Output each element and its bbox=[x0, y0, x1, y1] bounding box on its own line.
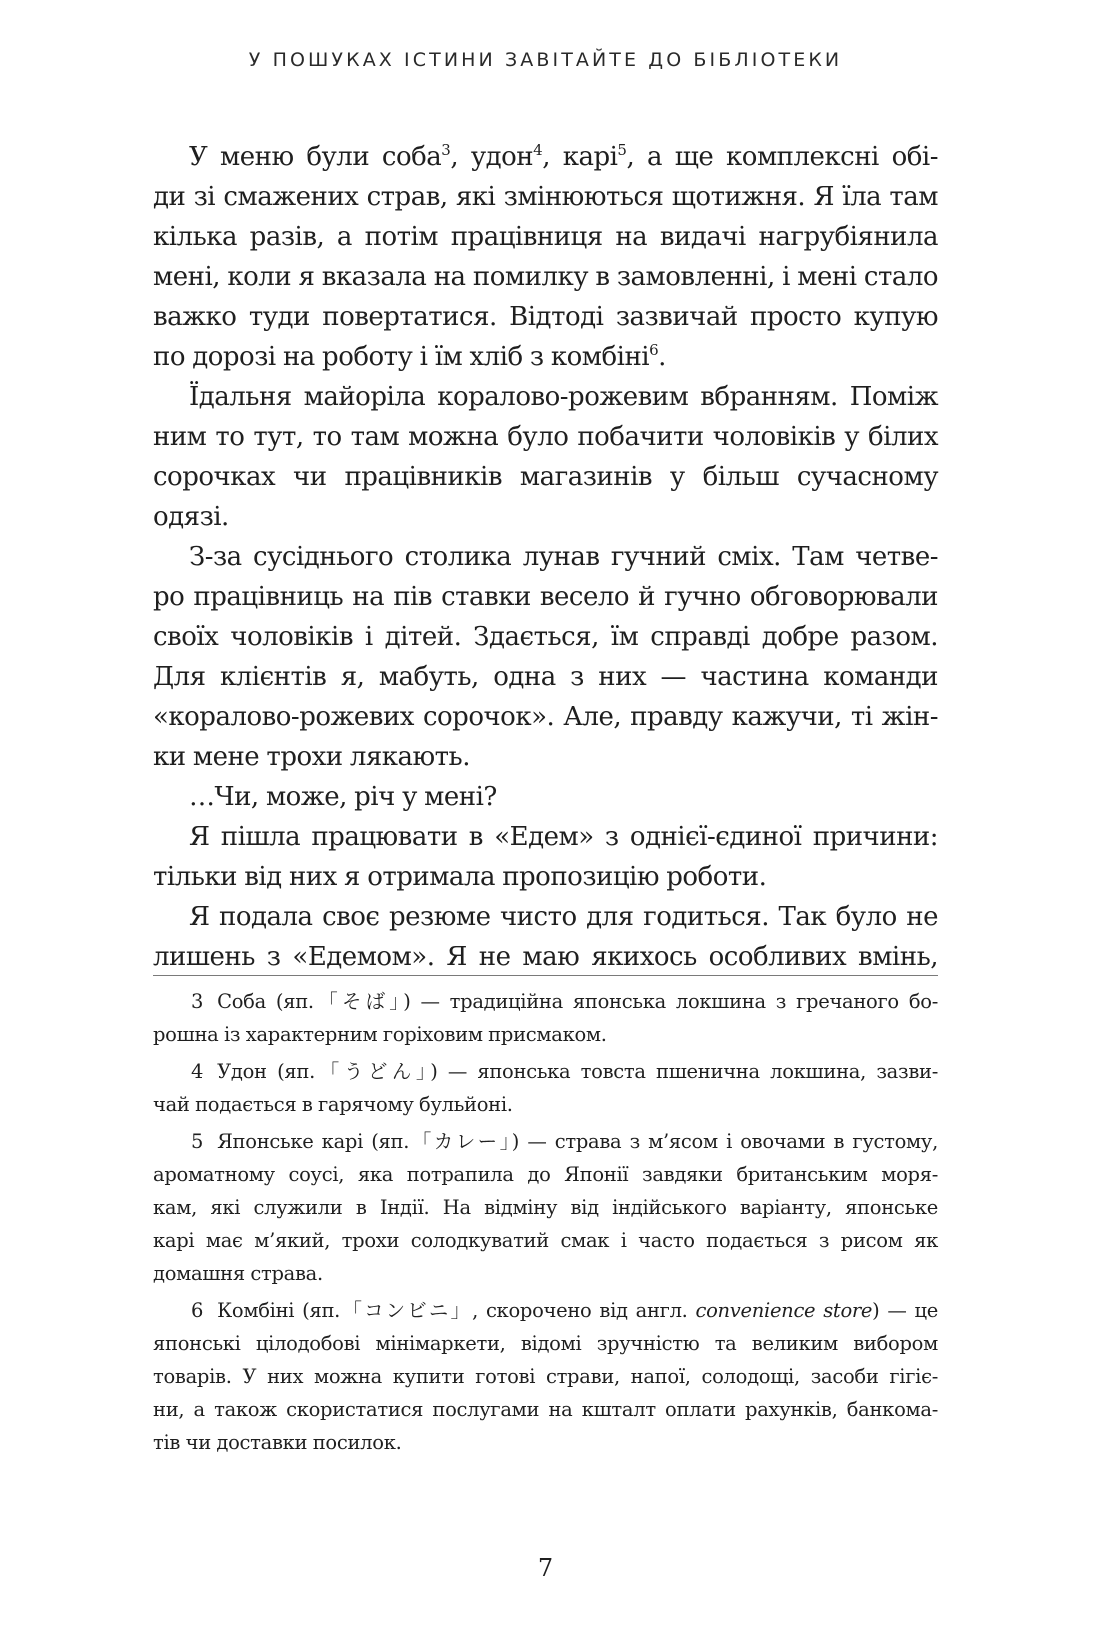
text-fragment: , а ще комплексні обі- bbox=[626, 142, 939, 172]
text-line: рошна із характерним горіховим присмаком. bbox=[153, 1023, 607, 1046]
text-line: кам, які служили в Індії. На відміну від індійського варіанту, японське bbox=[153, 1196, 938, 1219]
text-fragment: Комбіні (яп.「コンビニ」, скорочено від англ. bbox=[217, 1299, 696, 1322]
footnote-number: 3 bbox=[191, 990, 204, 1013]
text-line bbox=[153, 1294, 938, 1327]
english-term: convenience store bbox=[695, 1299, 873, 1322]
text-line: своїх чоловіків і дітей. Здається, їм справді добре разом. bbox=[153, 622, 938, 652]
text-line: лишень з «Едемом». Я не маю якихось особливих вмінь, bbox=[153, 942, 938, 972]
text-line: ки мене трохи лякають. bbox=[153, 742, 470, 772]
text-line: ароматному соусі, яка потрапила до Японії завдяки британським моря- bbox=[153, 1163, 938, 1186]
footnote-number: 6 bbox=[191, 1299, 204, 1322]
text-line: тів чи доставки посилок. bbox=[153, 1431, 402, 1454]
text-line: сорочках чи працівників магазинів у більш сучасному одязі. bbox=[153, 462, 938, 532]
text-fragment: Японське карі (яп.「カレー」) — страва з м’ясом і овочами в густому, bbox=[217, 1130, 938, 1153]
text-line bbox=[153, 1125, 938, 1158]
footnote-ref-5[interactable]: 5 bbox=[617, 141, 627, 159]
text-fragment: , удон bbox=[450, 142, 534, 172]
page-number: 7 bbox=[537, 1554, 554, 1582]
text-line bbox=[153, 137, 938, 177]
text-line: Я пішла працювати в «Едем» з однієї-єдиної причини: bbox=[189, 822, 938, 852]
footnote-ref-3[interactable]: 3 bbox=[441, 141, 451, 159]
text-fragment: Соба (яп.「そば」) — традиційна японська локшина з гречаного бо- bbox=[217, 990, 938, 1013]
text-line: ди зі смажених страв, які змінюються щотижня. Я їла там bbox=[153, 182, 938, 212]
text-line: мені, коли я вказала на помилку в замовленні, і мені стало bbox=[153, 262, 938, 292]
footnote-ref-4[interactable]: 4 bbox=[533, 141, 543, 159]
text-line bbox=[153, 1055, 938, 1088]
text-fragment: , карі bbox=[542, 142, 618, 172]
footnote-5 bbox=[153, 1125, 938, 1290]
paragraph-4 bbox=[153, 777, 938, 817]
text-fragment: ) — це bbox=[872, 1299, 938, 1322]
text-line: ро працівниць на пів ставки весело й гучно обговорювали bbox=[153, 582, 938, 612]
text-fragment: . bbox=[658, 342, 666, 372]
text-line: тільки від них я отримала пропозицію роботи. bbox=[153, 862, 767, 892]
text-line: важко туди повертатися. Відтоді зазвичай просто купую bbox=[153, 302, 938, 332]
text-line: чай подається в гарячому бульйоні. bbox=[153, 1093, 513, 1116]
text-line: кілька разів, а потім працівниця на видачі нагрубіянила bbox=[153, 222, 938, 252]
text-fragment: Удон (яп.「うどん」) — японська товста пшенична локшина, зазви- bbox=[217, 1060, 938, 1083]
text-fragment: по дорозі на роботу і їм хліб з комбіні bbox=[153, 342, 650, 372]
text-line: З-за сусіднього столика лунав гучний сміх. Там четве- bbox=[189, 542, 938, 572]
footnote-ref-6[interactable]: 6 bbox=[649, 341, 659, 359]
text-line: …Чи, може, річ у мені? bbox=[189, 782, 497, 812]
footnote-6 bbox=[153, 1294, 938, 1459]
footnote-separator bbox=[153, 975, 938, 976]
footnotes bbox=[153, 985, 938, 1463]
text-line: карі має м’який, трохи солодкуватий смак і часто подається з рисом як bbox=[153, 1229, 938, 1252]
text-line: Для клієнтів я, мабуть, одна з них — частина команди bbox=[153, 662, 938, 692]
running-header: У ПОШУКАХ ІСТИНИ ЗАВІТАЙТЕ ДО БІБЛІОТЕКИ bbox=[248, 49, 843, 71]
paragraph-3 bbox=[153, 537, 938, 777]
text-line: ни, а також скористатися послугами на кшталт оплати рахунків, банкома- bbox=[153, 1398, 938, 1421]
paragraph-1 bbox=[153, 137, 938, 377]
text-line: Їдальня майоріла коралово-рожевим вбранням. Поміж bbox=[189, 382, 938, 412]
text-line: домашня страва. bbox=[153, 1262, 323, 1285]
text-line: японські цілодобові мінімаркети, відомі зручністю та великим вибором bbox=[153, 1332, 938, 1355]
footnote-number: 4 bbox=[191, 1060, 204, 1083]
paragraph-2 bbox=[153, 377, 938, 537]
text-line bbox=[153, 985, 938, 1018]
footnote-3 bbox=[153, 985, 938, 1051]
main-text bbox=[153, 137, 938, 977]
paragraph-5 bbox=[153, 817, 938, 897]
text-line bbox=[153, 337, 938, 377]
text-line: ним то тут, то там можна було побачити чоловіків у білих bbox=[153, 422, 938, 452]
text-line: Я подала своє резюме чисто для годиться. Так було не bbox=[189, 902, 938, 932]
text-fragment: У меню були соба bbox=[189, 142, 442, 172]
text-line: «коралово-рожевих сорочок». Але, правду кажучи, ті жін- bbox=[153, 702, 938, 732]
text-line: товарів. У них можна купити готові страви, напої, солодощі, засоби гігіє- bbox=[153, 1365, 938, 1388]
paragraph-6 bbox=[153, 897, 938, 977]
footnote-4 bbox=[153, 1055, 938, 1121]
footnote-number: 5 bbox=[191, 1130, 204, 1153]
